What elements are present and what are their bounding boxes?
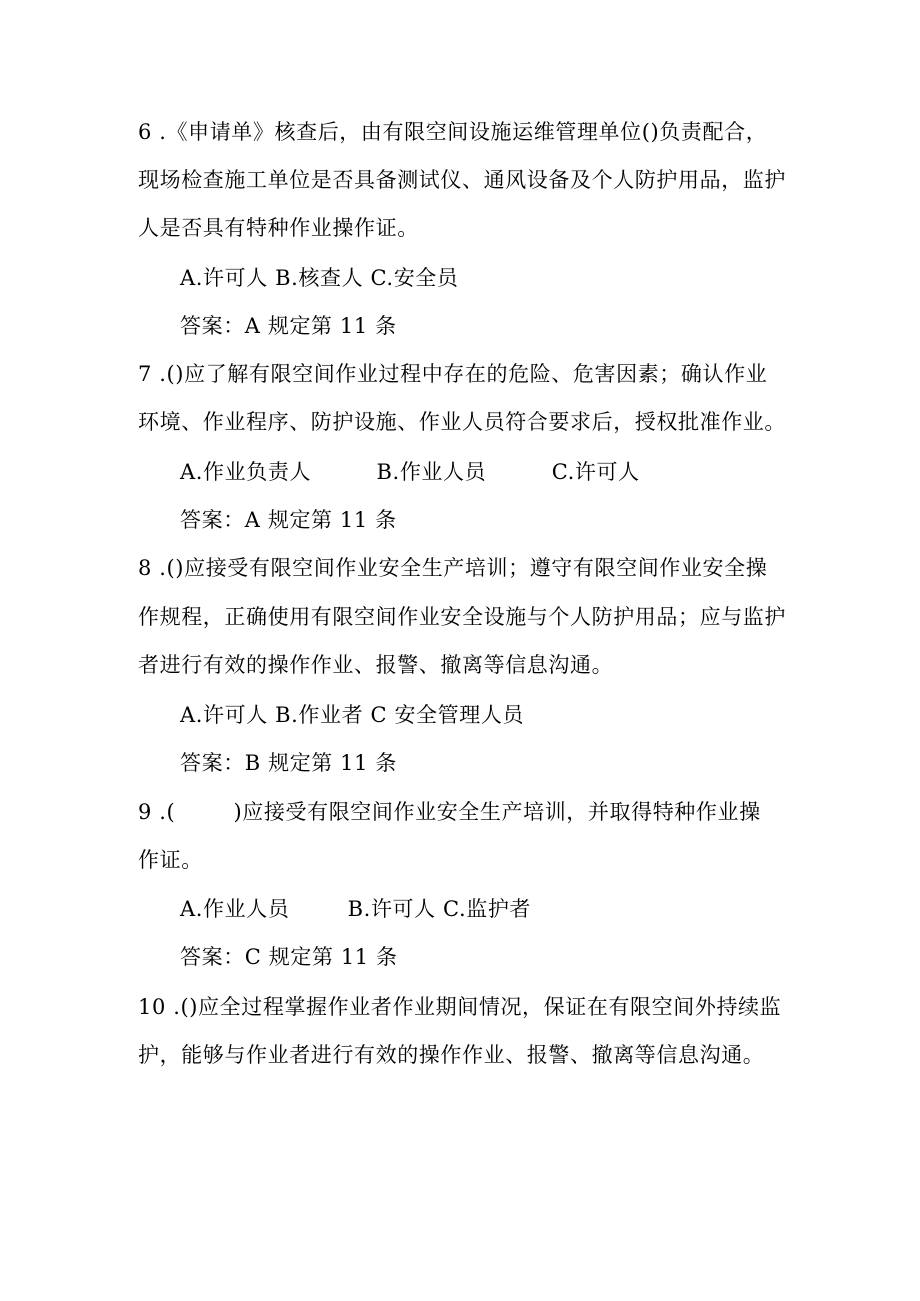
question-8-line-2: 作规程，正确使用有限空间作业安全设施与个人防护用品；应与监护 <box>138 605 786 629</box>
question-8-answer: 答案：B 规定第 11 条 <box>180 751 397 775</box>
question-6-options: A.许可人 B.核查人 C.安全员 <box>180 266 459 290</box>
question-6-line-3: 人是否具有特种作业操作证。 <box>138 216 419 240</box>
question-10-line-1: 10 .()应全过程掌握作业者作业期间情况，保证在有限空间外持续监 <box>138 995 782 1019</box>
question-10-line-2: 护，能够与作业者进行有效的操作作业、报警、撤离等信息沟通。 <box>138 1043 765 1067</box>
question-8-line-1: 8 .()应接受有限空间作业安全生产培训；遵守有限空间作业安全操 <box>138 556 768 580</box>
question-6-answer: 答案：A 规定第 11 条 <box>180 314 397 338</box>
question-9-line-1: 9 .( )应接受有限空间作业安全生产培训，并取得特种作业操 <box>138 800 761 824</box>
question-6-line-1: 6 .《申请单》核查后，由有限空间设施运维管理单位()负责配合， <box>138 120 768 144</box>
question-7-options: A.作业负责人 B.作业人员 C.许可人 <box>180 460 640 484</box>
question-6-line-2: 现场检查施工单位是否具备测试仪、通风设备及个人防护用品，监护 <box>138 168 786 192</box>
question-7-answer: 答案：A 规定第 11 条 <box>180 508 397 532</box>
question-8-line-3: 者进行有效的操作作业、报警、撤离等信息沟通。 <box>138 653 614 677</box>
question-9-line-2: 作证。 <box>138 848 203 872</box>
question-8-options: A.许可人 B.作业者 C 安全管理人员 <box>180 703 525 727</box>
question-9-answer: 答案：C 规定第 11 条 <box>180 945 398 969</box>
question-7-line-2: 环境、作业程序、防护设施、作业人员符合要求后，授权批准作业。 <box>138 410 786 434</box>
question-9-options: A.作业人员 B.许可人 C.监护者 <box>180 897 532 921</box>
question-7-line-1: 7 .()应了解有限空间作业过程中存在的危险、危害因素；确认作业 <box>138 362 768 386</box>
